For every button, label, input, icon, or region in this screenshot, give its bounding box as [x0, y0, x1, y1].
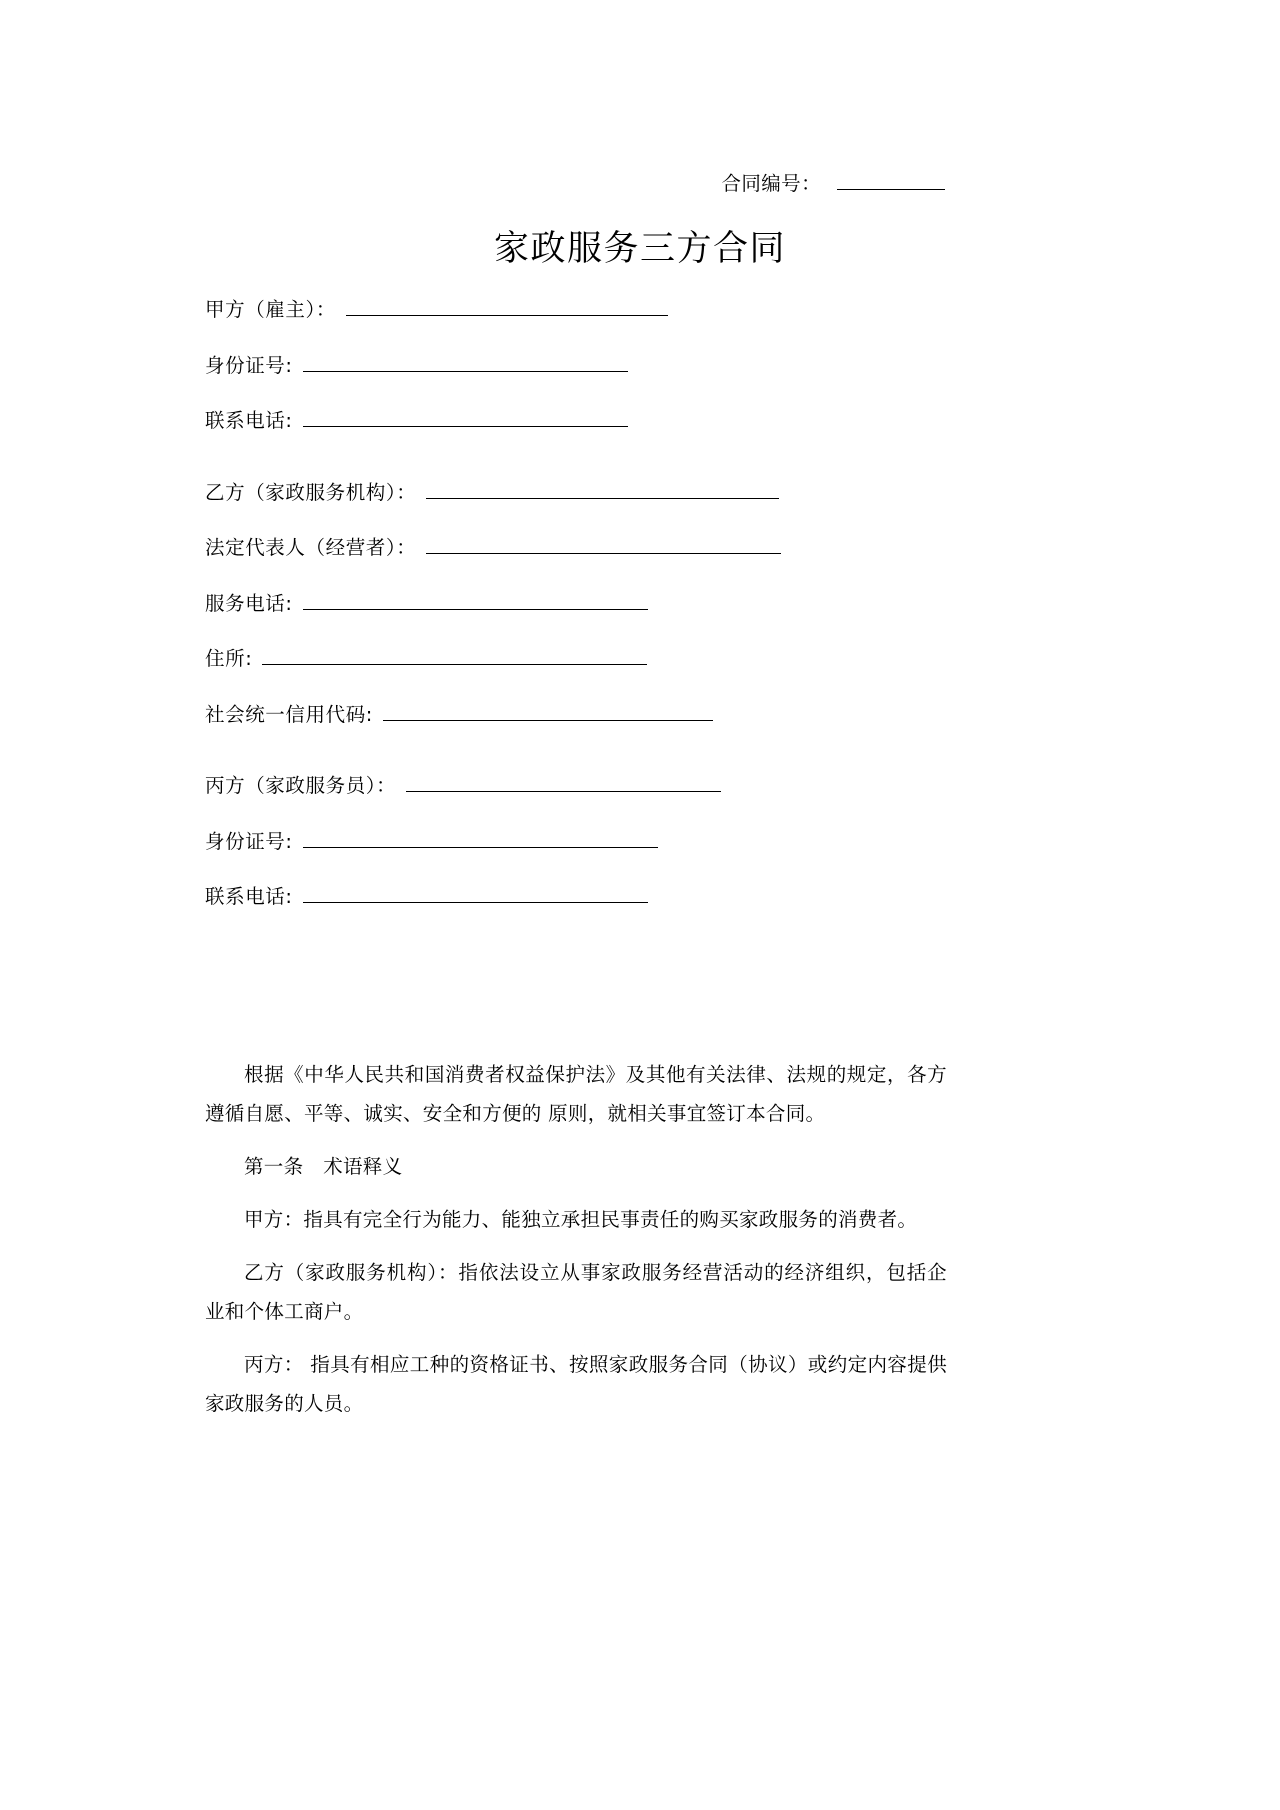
field-blank[interactable] [346, 300, 668, 316]
field-blank[interactable] [303, 411, 628, 427]
body-section [205, 1055, 947, 1423]
field-row [205, 300, 1105, 320]
field-row [205, 649, 1105, 669]
party-a-block [205, 300, 1105, 431]
field-row [205, 411, 1105, 431]
field-row [205, 887, 1105, 907]
field-label: 联系电话: [205, 885, 293, 908]
contract-number-row [0, 168, 1280, 196]
field-label: 住所: [205, 647, 253, 670]
field-row [205, 776, 1105, 796]
field-blank[interactable] [262, 649, 647, 665]
field-blank[interactable] [303, 356, 628, 372]
contract-number-label: 合同编号： [721, 172, 821, 195]
field-label: 联系电话: [205, 409, 293, 432]
preamble-paragraph: 根据《中华人民共和国消费者权益保护法》及其他有关法律、法规的规定，各方遵循自愿、平等、诚实、安全和方便的 原则，就相关事宜签订本合同。 [205, 1063, 947, 1125]
field-label: 法定代表人（经营者）： [205, 536, 417, 559]
field-row [205, 480, 1105, 504]
field-row [205, 591, 1105, 615]
clause-1-heading: 第一条 术语释义 [244, 1155, 403, 1178]
field-blank[interactable] [383, 705, 713, 721]
field-label: 社会统一信用代码: [205, 702, 373, 726]
field-label: 身份证号: [205, 353, 293, 377]
field-row [205, 702, 1105, 726]
field-label: 乙方（家政服务机构）： [205, 480, 417, 504]
field-row [205, 538, 1105, 558]
clause-1-item-c: 丙方： 指具有相应工种的资格证书、按照家政服务合同（协议）或约定内容提供家政服务的人员。 [205, 1353, 947, 1415]
field-blank[interactable] [303, 832, 658, 848]
parties-section [205, 300, 1105, 907]
contract-number-blank[interactable] [837, 172, 945, 190]
field-blank[interactable] [303, 887, 648, 903]
party-b-block [205, 480, 1105, 726]
field-blank[interactable] [426, 483, 779, 499]
clause-1-item-a: 甲方：指具有完全行为能力、能独立承担民事责任的购买家政服务的消费者。 [244, 1208, 918, 1231]
field-label: 丙方（家政服务员）： [205, 774, 397, 797]
field-blank[interactable] [426, 538, 781, 554]
page-title: 家政服务三方合同 [493, 229, 786, 269]
field-row [205, 829, 1105, 853]
clause-1-item-b: 乙方（家政服务机构）：指依法设立从事家政服务经营活动的经济组织，包括企业和个体工商户。 [205, 1261, 947, 1323]
field-row [205, 353, 1105, 377]
field-blank[interactable] [303, 594, 648, 610]
field-label: 服务电话: [205, 591, 293, 615]
field-label: 身份证号: [205, 829, 293, 853]
field-blank[interactable] [406, 776, 721, 792]
field-label: 甲方（雇主）： [205, 298, 336, 321]
party-c-block [205, 776, 1105, 907]
